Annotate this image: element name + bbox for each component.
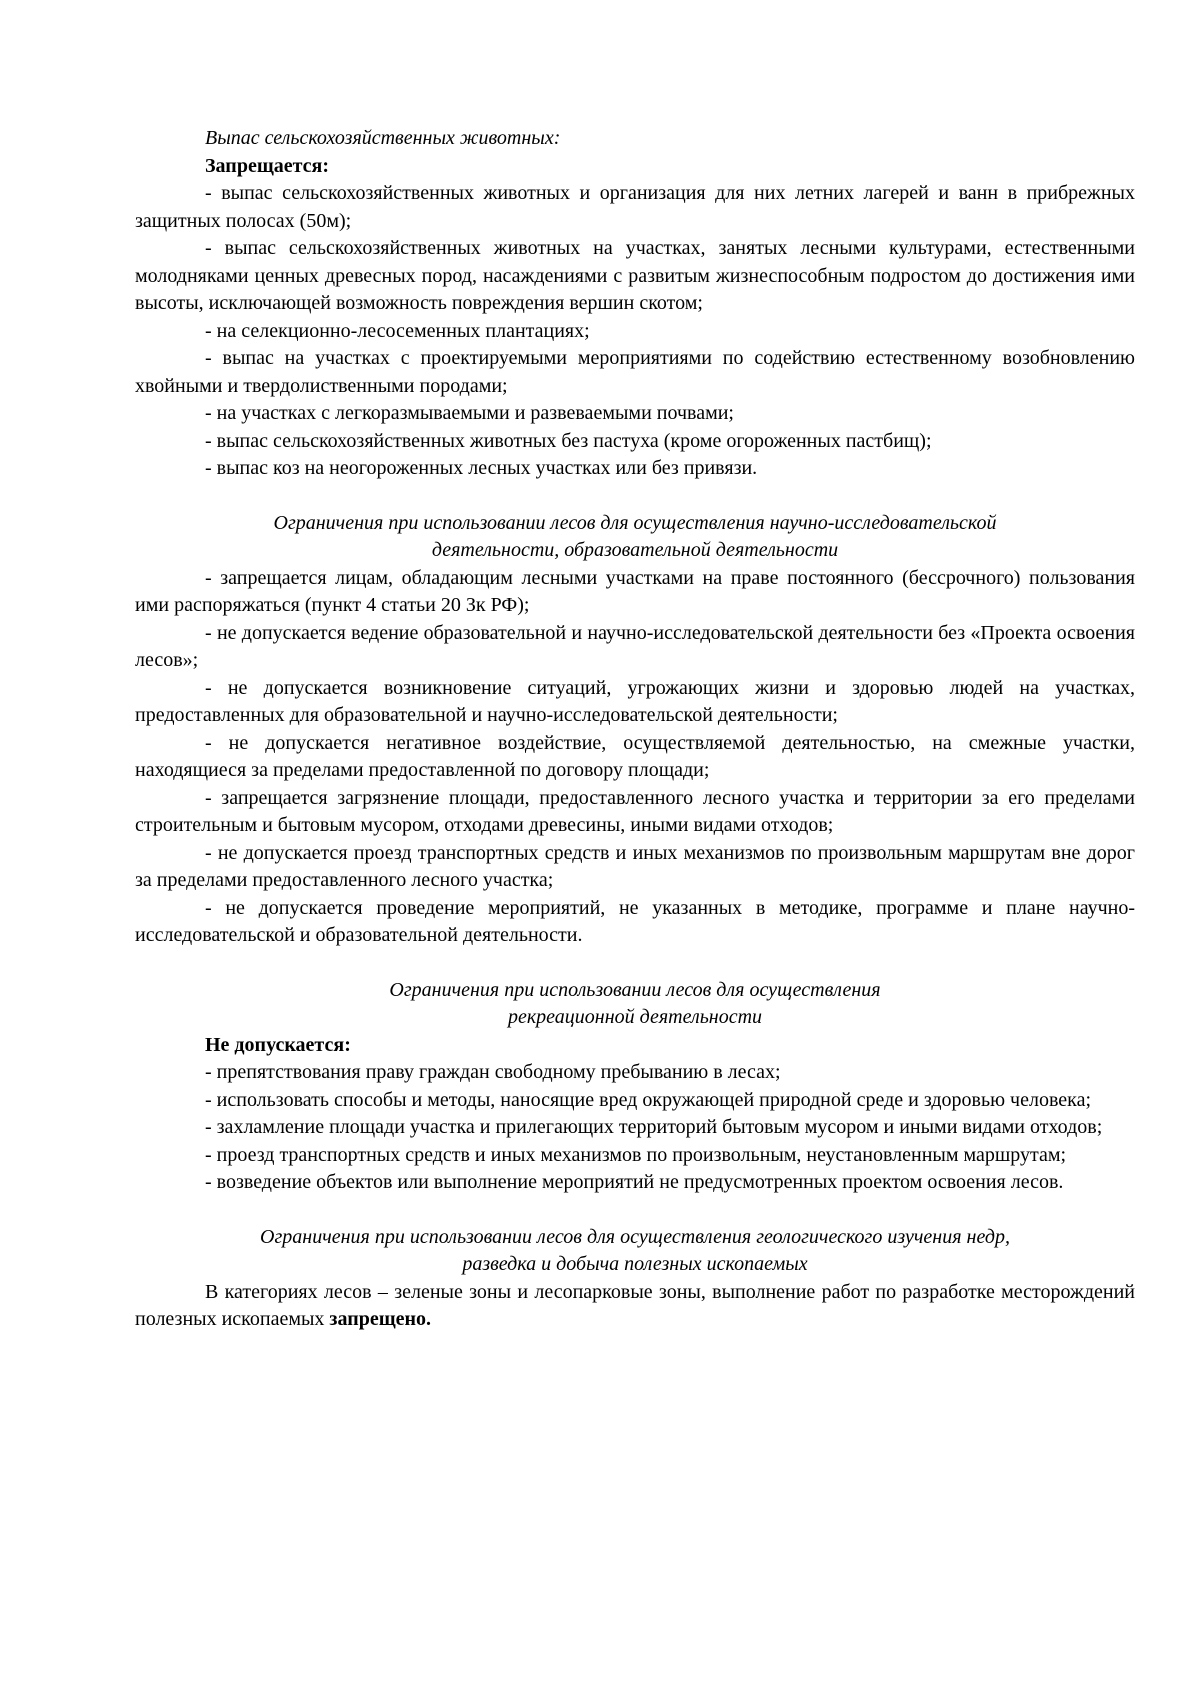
section-title	[135, 977, 1135, 1032]
section-geology	[135, 1224, 1135, 1334]
list-item: - не допускается возникновение ситуаций, угрожающих жизни и здоровью людей на участках, предоставленных для образовательной и научно-исследовательской деятельности;	[135, 676, 1135, 726]
list-item: - выпас сельскохозяйственных животных на участках, занятых лесными культурами, естественными молодняками ценных древесных пород, насаждениями с развитым жизнеспособным подростом до достижения ими высоты, исключающей возможность повреждения вершин скотом;	[135, 237, 1135, 314]
list-item: - препятствования праву граждан свободному пребыванию в лесах;	[205, 1061, 781, 1083]
section-spacer	[135, 950, 1135, 977]
section-grazing	[135, 125, 1135, 483]
list-item: - запрещается загрязнение площади, предоставленного лесного участка и территории за его пределами строительным и бытовым мусором, отходами древесины, иными видами отходов;	[135, 786, 1135, 836]
list-item: - выпас коз на неогороженных лесных участках или без привязи.	[205, 457, 758, 479]
section-paragraph	[135, 1279, 1135, 1334]
paragraph-text: В категориях лесов – зеленые зоны и лесопарковые зоны, выполнение работ по разработке месторождений полезных ископаемых	[135, 1280, 1135, 1330]
list-item: - запрещается лицам, обладающим лесными участками на праве постоянного (бессрочного) пользования ими распоряжаться (пункт 4 статьи 20 Зк РФ);	[135, 566, 1135, 616]
list-item: - использовать способы и методы, наносящие вред окружающей природной среде и здоровью человека;	[205, 1088, 1092, 1111]
section-recreation	[135, 977, 1135, 1197]
list-item: - выпас на участках с проектируемыми мероприятиями по содействию естественному возобновлению хвойными и твердолиственными породами;	[135, 347, 1135, 397]
list-item: - не допускается проезд транспортных средств и иных механизмов по произвольным маршрутам вне дорог за пределами предоставленного лесного участка;	[135, 841, 1135, 891]
section-title-line: деятельности, образовательной деятельности	[431, 539, 839, 561]
list-item: - не допускается проведение мероприятий, не указанных в методике, программе и плане научно-исследовательской и образовательной деятельности.	[135, 896, 1135, 946]
list-item: - проезд транспортных средств и иных механизмов по произвольным, неустановленным маршрутам;	[205, 1143, 1067, 1166]
section-title-line: Ограничения при использовании лесов для осуществления	[389, 978, 881, 1001]
section-intro: Выпас сельскохозяйственных животных:	[205, 127, 561, 149]
list-item: - возведение объектов или выполнение мероприятий не предусмотренных проектом освоения лесов.	[205, 1171, 1064, 1193]
section-spacer	[135, 483, 1135, 510]
list-item: - на селекционно-лесосеменных плантациях;	[205, 319, 590, 342]
section-title-line: разведка и добыча полезных ископаемых	[462, 1253, 808, 1275]
section-title	[135, 1224, 1135, 1279]
document-body	[135, 125, 1135, 1334]
section-heading: Запрещается:	[205, 154, 330, 177]
list-item: - выпас сельскохозяйственных животных без пастуха (кроме огороженных пастбищ);	[205, 429, 932, 452]
list-item: - не допускается ведение образовательной и научно-исследовательской деятельности без «Проекта освоения лесов»;	[135, 621, 1135, 671]
section-research	[135, 510, 1135, 950]
list-item: - выпас сельскохозяйственных животных и организация для них летних лагерей и ванн в прибрежных защитных полосах (50м);	[135, 182, 1135, 232]
list-item: - на участках с легкоразмываемыми и развеваемыми почвами;	[205, 402, 734, 424]
paragraph-emphasis: запрещено.	[329, 1308, 432, 1330]
section-heading: Не допускается:	[205, 1033, 351, 1056]
section-title-line: рекреационной деятельности	[507, 1006, 763, 1028]
section-title-line: Ограничения при использовании лесов для осуществления геологического изучения недр,	[260, 1225, 1010, 1248]
list-item: - захламление площади участка и прилегающих территорий бытовым мусором и иными видами отходов;	[205, 1116, 1103, 1138]
section-title-line: Ограничения при использовании лесов для осуществления научно-исследовательской	[273, 511, 997, 534]
list-item: - не допускается негативное воздействие, осуществляемой деятельностью, на смежные участки, находящиеся за пределами предоставленной по договору площади;	[135, 731, 1135, 781]
section-title	[135, 510, 1135, 565]
section-spacer	[135, 1197, 1135, 1224]
